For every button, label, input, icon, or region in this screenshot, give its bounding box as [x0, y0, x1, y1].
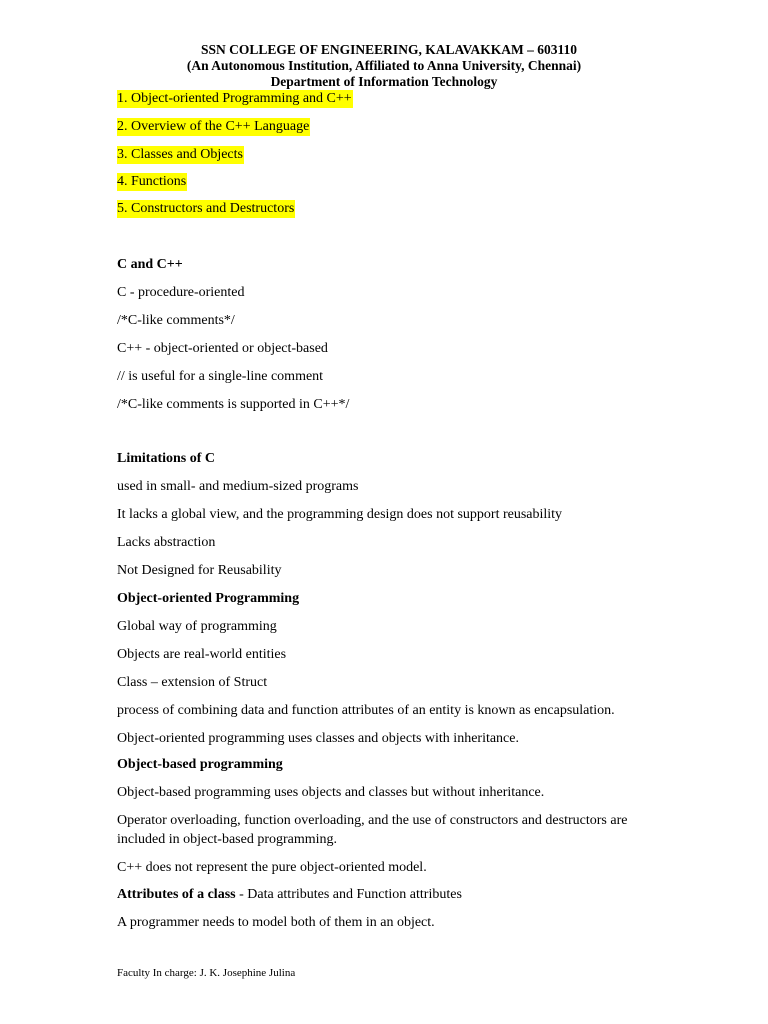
body-line: C++ - object-oriented or object-based — [117, 341, 328, 356]
body-line: Not Designed for Reusability — [117, 563, 282, 578]
toc-item-3: 3. Classes and Objects — [117, 147, 243, 162]
body-line: process of combining data and function attributes of an entity is known as encapsulation. — [117, 703, 615, 718]
section-heading-attributes: Attributes of a class — [117, 887, 236, 902]
body-line: C++ does not represent the pure object-oriented model. — [117, 860, 427, 875]
section-heading-limitations: Limitations of C — [117, 451, 215, 466]
attributes-description: - Data attributes and Function attributes — [235, 887, 462, 902]
college-affiliation: (An Autonomous Institution, Affiliated to Anna University, Chennai) — [186, 58, 582, 73]
body-line: Lacks abstraction — [117, 535, 216, 550]
faculty-footer: Faculty In charge: J. K. Josephine Julina — [117, 967, 296, 979]
document-header — [0, 42, 768, 90]
body-line: /*C-like comments*/ — [117, 313, 235, 328]
toc-item-4: 4. Functions — [117, 174, 187, 189]
body-line: // is useful for a single-line comment — [117, 369, 324, 384]
body-paragraph: Operator overloading, function overloading, and the use of constructors and destructors are included in object-based programming. — [117, 813, 628, 847]
body-line: It lacks a global view, and the programming design does not support reusability — [117, 507, 563, 522]
toc-item-1: 1. Object-oriented Programming and C++ — [117, 91, 352, 106]
toc-item-2: 2. Overview of the C++ Language — [117, 119, 310, 134]
body-line: Objects are real-world entities — [117, 647, 287, 662]
department-name: Department of Information Technology — [270, 74, 498, 89]
attributes-line — [117, 886, 462, 903]
section-heading-oop: Object-oriented Programming — [117, 591, 300, 606]
body-line: used in small- and medium-sized programs — [117, 479, 359, 494]
section-heading-obp: Object-based programming — [117, 757, 283, 772]
body-line: A programmer needs to model both of them in an object. — [117, 915, 435, 930]
body-line: C - procedure-oriented — [117, 285, 245, 300]
toc-item-5: 5. Constructors and Destructors — [117, 201, 295, 216]
body-line: Object-based programming uses objects and classes but without inheritance. — [117, 785, 545, 800]
body-line: /*C-like comments is supported in C++*/ — [117, 397, 350, 412]
body-line: Global way of programming — [117, 619, 277, 634]
body-line: Object-oriented programming uses classes and objects with inheritance. — [117, 731, 519, 746]
section-heading-c-and-cpp: C and C++ — [117, 257, 183, 272]
body-line: Class – extension of Struct — [117, 675, 268, 690]
college-name: SSN COLLEGE OF ENGINEERING, KALAVAKKAM – 603110 — [201, 42, 577, 57]
